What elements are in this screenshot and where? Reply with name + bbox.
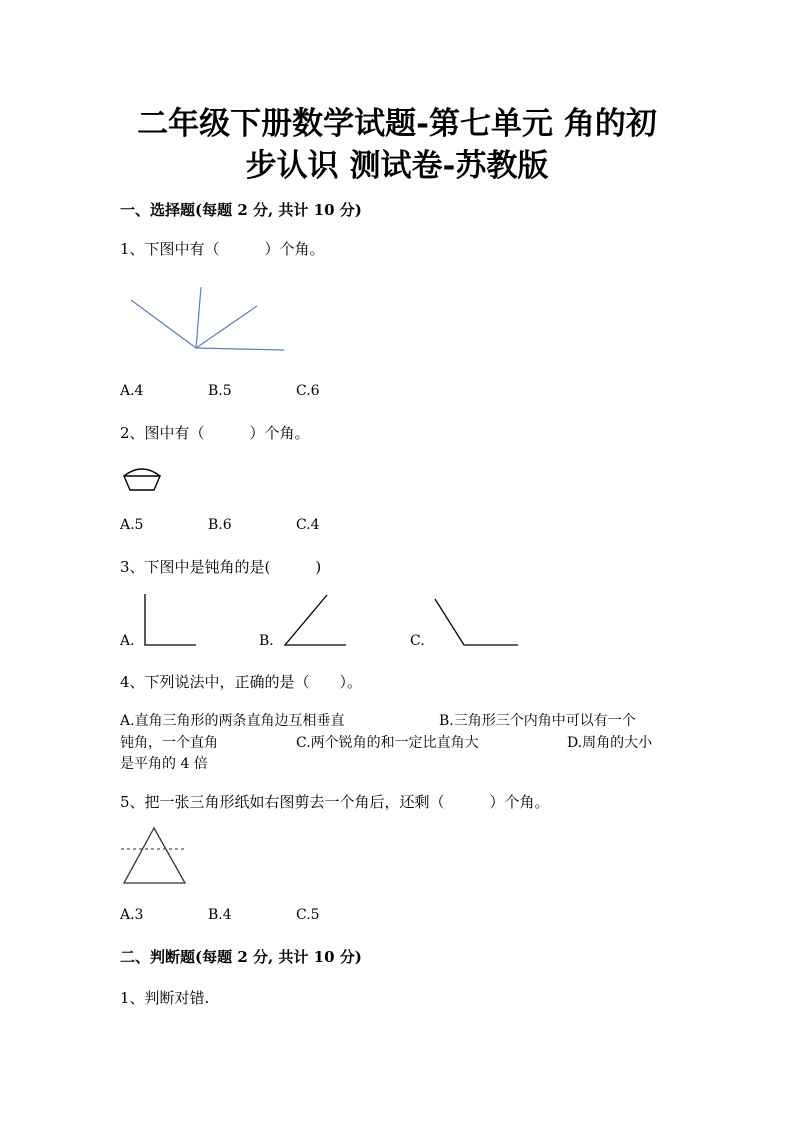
q4-option-c[interactable]: C.两个锐角的和一定比直角大 xyxy=(296,735,479,751)
q4-option-d-continued: 是平角的 4 倍 xyxy=(120,756,208,772)
q3-option-b[interactable]: B. xyxy=(259,633,274,649)
q5-option-a[interactable]: A.3 xyxy=(120,907,144,923)
page-title-line1: 二年级下册数学试题-第七单元 角的初 xyxy=(137,106,657,142)
question-5-text: 5、把一张三角形纸如右图剪去一个角后，还剩（ ）个角。 xyxy=(120,793,550,811)
section-header-judgment: 二、判断题(每题 2 分, 共计 10 分) xyxy=(120,948,362,966)
q1-option-c[interactable]: C.6 xyxy=(296,383,320,399)
q4-option-a[interactable]: A.直角三角形的两条直角边互相垂直 xyxy=(120,713,345,729)
q4-option-d[interactable]: D.周角的大小 xyxy=(567,735,653,751)
q2-option-b[interactable]: B.6 xyxy=(208,517,232,533)
q5-option-b[interactable]: B.4 xyxy=(208,907,232,923)
q1-option-a[interactable]: A.4 xyxy=(120,383,144,399)
section-header-choice: 一、选择题(每题 2 分, 共计 10 分) xyxy=(120,201,362,219)
q4-option-b-continued: 钝角，一个直角 xyxy=(120,735,218,751)
q2-option-a[interactable]: A.5 xyxy=(120,517,144,533)
question-2-text: 2、图中有（ ）个角。 xyxy=(120,424,310,442)
question-1-text: 1、下图中有（ ）个角。 xyxy=(120,240,325,258)
q2-option-c[interactable]: C.4 xyxy=(296,517,320,533)
question-4-text: 4、下列说法中，正确的是（ ）。 xyxy=(120,673,363,691)
q4-option-b[interactable]: B.三角形三个内角中可以有一个 xyxy=(439,713,636,729)
q5-option-c[interactable]: C.5 xyxy=(296,907,320,923)
q1-option-b[interactable]: B.5 xyxy=(208,383,232,399)
page-title-line2: 步认识 测试卷-苏教版 xyxy=(245,148,549,184)
question-3-text: 3、下图中是钝角的是( ) xyxy=(120,558,322,576)
q3-option-a[interactable]: A. xyxy=(120,633,135,649)
judgment-question-1-text: 1、判断对错. xyxy=(120,989,210,1007)
q3-option-c[interactable]: C. xyxy=(410,633,425,649)
